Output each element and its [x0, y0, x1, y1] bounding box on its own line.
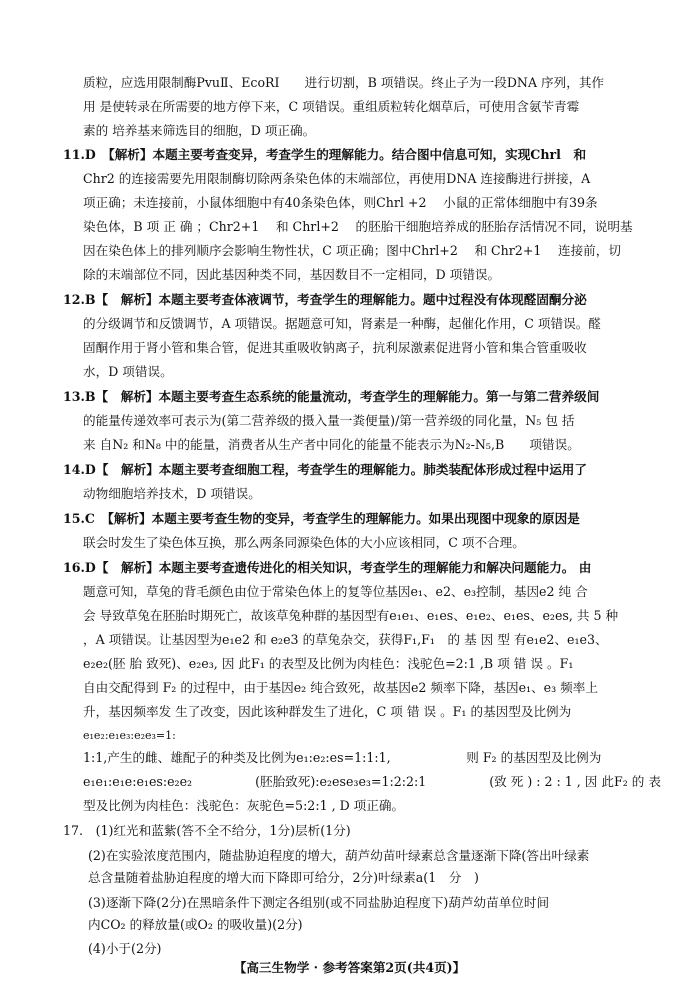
answer-13-line: 13.B【 解析】本题主要考查生态系统的能量流动，考查学生的理解能力。第一与第二营养级间	[63, 389, 600, 404]
text-line: 用 是使转录在所需要的地方停下来，C 项错误。重组质粒转化烟草后，可使用含氨苄青霉	[83, 99, 580, 114]
text-line: 的能量传递效率可表示为(第二营养级的摄入量一粪便量)/第一营养级的同化量，N₅ 包 括	[83, 413, 575, 428]
text-line: 升，基因频率发 生了改变，因此该种群发生了进化，C 项 错 误 。F₁ 的基因型及比例为	[83, 704, 572, 719]
answer-16-line: 16.D【 解析】本题主要考查遗传进化的相关知识，考查学生的理解能力和解决问题能力。 由	[63, 560, 592, 575]
text-line: 总含量随着盐胁迫程度的增大而下降即可给分，2分)叶绿素a(1 分 )	[88, 870, 479, 885]
answer-11-line: 11.D 【解析】本题主要考查变异，考查学生的理解能力。结合图中信息可知，实现Chrl 和	[63, 147, 587, 162]
text-line: 染色体，B 项 正 确 ；Chr2+1 和 Chrl+2 的胚胎干细胞培养成的胚胎存活情况不同，说明基	[83, 219, 633, 234]
text-line: e₂e₂(胚 胎 致死)、e₂e₃, 因 此F₁ 的表型及比例为肉桂色：浅驼色=2:1 ,B 项 错 误 。F₁	[83, 656, 574, 671]
answer-17-line: 17. (1)红光和蓝紫(答不全不给分，1分)层析(1分)	[63, 823, 351, 838]
text-line: 内CO₂ 的释放量(或O₂ 的吸收量)(2分)	[88, 917, 303, 932]
text-line: 项正确；未连接前，小鼠体细胞中有40条染色体，则Chrl +2 小鼠的正常体细胞中有39条	[83, 195, 598, 210]
text-line: e₁e₁:e₁e:e₁es:e₂e₂ (胚胎致死):e₂ese₃e₃=1:2:2:1 (致 死 ) : 2 : 1 , 因 此F₂ 的 表	[83, 774, 661, 789]
text-line: 来 自N₂ 和N₈ 中的能量，消费者从生产者中同化的能量不能表示为N₂-N₅,B 项错误。	[83, 437, 580, 452]
text-line: e₁e₂:e₁e₃:e₂e₃=1:	[83, 729, 176, 742]
text-line: 会 导致草兔在胚胎时期死亡，故该草兔种群的基因型有e₁e₁、e₁es、e₁e₂、e₁es、e₂es, 共 5 种	[83, 608, 619, 623]
text-line: 题意可知，草兔的背毛颜色由位于常染色体上的复等位基因e₁、e2、e₃控制，基因e2 纯 合	[83, 584, 588, 599]
answer-14-line: 14.D【 解析】本题主要考查细胞工程，考查学生的理解能力。肺类装配体形成过程中运用了	[63, 462, 587, 477]
answer-12-line: 12.B【 解析】本题主要考查体液调节，考查学生的理解能力。题中过程没有体现醛固酮分泌	[63, 292, 587, 307]
text-line: 质粒，应选用限制酶PvuⅡ、EcoRI 进行切割，B 项错误。终止子为一段DNA 序列，其作	[83, 75, 605, 90]
text-line: 联会时发生了染色体互换，那么两条同源染色体的大小应该相同，C 项不合理。	[83, 535, 525, 550]
answer-15-line: 15.C 【解析】本题主要考查生物的变异，考查学生的理解能力。如果出现图中现象的原因是	[63, 511, 580, 526]
text-line: 自由交配得到 F₂ 的过程中，由于基因e₂ 纯合致死，故基因e2 频率下降，基因e₁、e₃ 频率上	[83, 680, 598, 695]
text-line: 水，D 项错误。	[83, 364, 173, 379]
text-line: (4)小于(2分)	[88, 941, 162, 956]
text-line: 型及比例为肉桂色：浅驼色：灰驼色=5:2:1 , D 项正确。	[83, 798, 405, 813]
text-line: 1:1,产生的雌、雄配子的种类及比例为e₁:e₂:es=1:1:1, 则 F₂ 的基因型及比例为	[83, 750, 602, 765]
text-line: (3)逐渐下降(2分)在黑暗条件下测定各组别(或不同盐胁迫程度下)葫芦幼苗单位时间	[88, 895, 550, 910]
text-line: 固酮作用于肾小管和集合管，促进其重吸收钠离子，抗利尿激素促进肾小管和集合管重吸收	[83, 340, 587, 355]
text-line: 的分级调节和反馈调节，A 项错误。据题意可知，肾素是一种酶，起催化作用，C 项错误。醛	[83, 316, 601, 331]
text-line: ，A 项错误。让基因型为e₁e2 和 e₂e3 的草兔杂交，获得F₁,F₁ 的 基 因 型 有e₁e2、e₁e3、	[83, 632, 608, 647]
text-line: 动物细胞培养技术，D 项错误。	[83, 486, 261, 501]
page-footer: 【高三生物学 · 参考答案第2页(共4页)】	[233, 960, 466, 975]
text-line: 因在染色体上的排列顺序会影响生物性状，C 项正确；图中Chrl+2 和 Chr2+1 连接前，切	[83, 243, 621, 258]
text-line: 除的末端部位不同，因此基因种类不同，基因数目不一定相同，D 项错误。	[83, 267, 501, 282]
text-line: 素的 培养基来筛选目的细胞，D 项正确。	[83, 123, 316, 138]
text-line: Chr2 的连接需要先用限制酶切除两条染色体的末端部位，再使用DNA 连接酶进行拼接，A	[83, 171, 591, 186]
text-line: (2)在实验浓度范围内，随盐胁迫程度的增大，葫芦幼苗叶绿素总含量逐渐下降(答出叶绿素	[88, 848, 590, 863]
